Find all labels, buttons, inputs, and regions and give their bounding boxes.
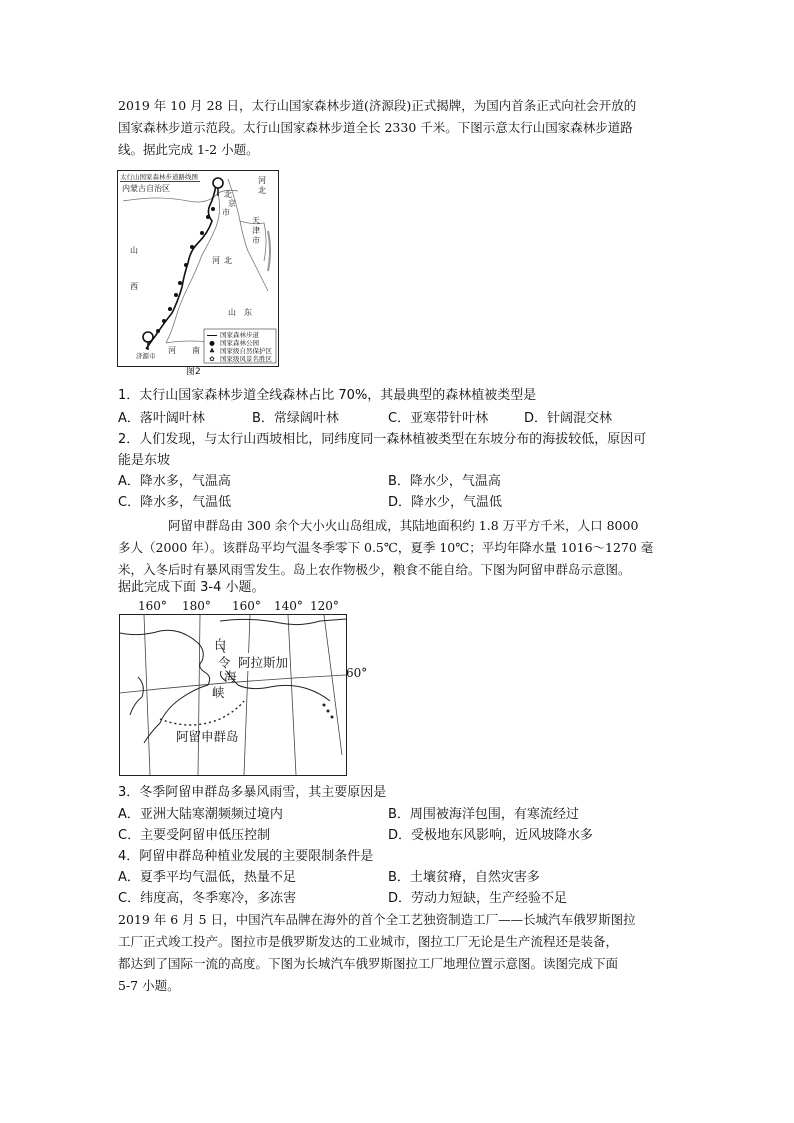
label-alaska: 阿拉斯加: [238, 655, 289, 670]
label-shanxi-2: 西: [130, 282, 138, 291]
label-shandong: 山 东: [228, 308, 252, 317]
label-bering-2: 令: [218, 655, 231, 670]
legend-item-trail: [207, 331, 272, 339]
label-bering-4: 峡: [212, 685, 225, 700]
passage-1-line-3: 线。据此完成 1-2 小题。: [118, 142, 259, 157]
q3-option-b[interactable]: B．周围被海洋包围，有寒流经过: [388, 807, 579, 822]
label-hebei-top-1: 河: [258, 176, 266, 185]
label-hebei-mid-1: 河: [212, 256, 220, 265]
q2-option-b[interactable]: B．降水少，气温高: [388, 474, 501, 489]
label-tianjin-2: 津: [252, 226, 260, 235]
q4-option-c[interactable]: C．纬度高，冬季寒冷，多冻害: [118, 891, 297, 906]
legend-item-scenic-area: [207, 355, 272, 363]
q1-option-a[interactable]: A．落叶阔叶林: [118, 411, 205, 426]
forest-park-icon: ●: [209, 339, 215, 347]
lon-label-180: 180°: [182, 599, 211, 613]
question-3-stem: 3．冬季阿留申群岛多暴风雨雪，其主要原因是: [118, 785, 387, 800]
scenic-area-icon: ✿: [209, 355, 215, 363]
trail-line-icon: [207, 335, 217, 336]
label-jiyuan: 济源市: [136, 352, 156, 360]
label-tianjin-3: 市: [252, 236, 260, 245]
passage-3-line-1: 2019 年 6 月 5 日，中国汽车品牌在海外的首个全工艺独资制造工厂——长城汽车俄罗斯图拉: [118, 912, 636, 927]
legend-label-trail: 国家森林步道: [220, 331, 259, 339]
label-bering-3: 海: [224, 669, 237, 684]
passage-2-line-2: 多人（2000 年）。该群岛平均气温冬季零下 0.5℃，夏季 10℃；平均年降水量 1016～1270 毫: [118, 540, 654, 555]
legend-item-nature-reserve: [207, 347, 272, 355]
question-4-stem: 4．阿留申群岛种植业发展的主要限制条件是: [118, 849, 374, 864]
taihang-trail-map: [117, 170, 279, 367]
passage-3-line-4: 5-7 小题。: [118, 978, 180, 993]
label-inner-mongolia: 内蒙古自治区: [122, 184, 170, 193]
aleutian-map-svg: [120, 615, 346, 775]
question-2-stem-line-1: 2．人们发现，与太行山西坡相比，同纬度同一森林植被类型在东坡分布的海拔较低，原因可: [118, 432, 647, 447]
trail-end-pin-icon: [143, 332, 153, 350]
q1-option-c[interactable]: C．亚寒带针叶林: [388, 411, 489, 426]
q1-option-d[interactable]: D．针阔混交林: [524, 411, 613, 426]
label-hebei-top-2: 北: [258, 186, 266, 195]
lon-label-160e: 160°: [232, 599, 261, 613]
label-bering-1: 白: [214, 637, 227, 652]
label-hebei-mid-2: 北: [224, 256, 232, 265]
lon-label-120: 120°: [310, 599, 339, 613]
passage-1-line-1: 2019 年 10 月 28 日，太行山国家森林步道(济源段)正式揭牌，为国内首条正式向社会开放的: [118, 98, 637, 113]
label-tianjin-1: 天: [252, 216, 260, 225]
q2-option-d[interactable]: D．降水少，气温低: [388, 495, 503, 510]
q4-option-b[interactable]: B．土壤贫瘠，自然灾害多: [388, 870, 540, 885]
lon-label-140: 140°: [274, 599, 303, 613]
passage-3-line-3: 都达到了国际一流的高度。下图为长城汽车俄罗斯图拉工厂地理位置示意图。读图完成下面: [118, 956, 619, 971]
label-beijing-2: 京: [228, 199, 236, 208]
legend-label-scenic-area: 国家级风景名胜区: [220, 355, 272, 363]
legend-label-nature-reserve: 国家级自然保护区: [220, 347, 272, 355]
question-1-stem: 1．太行山国家森林步道全线森林占比 70%，其最典型的森林植被类型是: [118, 388, 537, 403]
q3-option-d[interactable]: D．受极地东风影响，近风坡降水多: [388, 828, 594, 843]
q4-option-a[interactable]: A．夏季平均气温低，热量不足: [118, 870, 296, 885]
passage-2-line-4: 据此完成下面 3-4 小题。: [118, 580, 265, 595]
lat-label-60n: 60°: [346, 666, 368, 680]
lon-label-160w: 160°: [138, 599, 167, 613]
q3-option-a[interactable]: A．亚洲大陆寒潮频频过境内: [118, 807, 283, 822]
aleutian-islands-map: [119, 614, 347, 776]
label-beijing-3: 市: [222, 208, 230, 217]
passage-1-line-2: 国家森林步道示范段。太行山国家森林步道全长 2330 千米。下图示意太行山国家森林步道路: [118, 120, 633, 135]
q2-option-a[interactable]: A．降水多，气温高: [118, 474, 231, 489]
q4-option-d[interactable]: D．劳动力短缺，生产经验不足: [388, 891, 568, 906]
legend-label-forest-park: 国家森林公园: [220, 339, 259, 347]
passage-2-line-1: 阿留申群岛由 300 余个大小火山岛组成，其陆地面积约 1.8 万平方千米，人口 8000: [168, 518, 639, 533]
figure-1-caption: 图2: [186, 367, 201, 377]
q3-option-c[interactable]: C．主要受阿留申低压控制: [118, 828, 271, 843]
label-shanxi-1: 山: [130, 246, 138, 255]
map-title: 太行山国家森林步道路线图: [120, 173, 198, 181]
label-beijing-1: 北: [224, 190, 232, 199]
passage-2-line-3: 米，入冬后时有暴风雨雪发生。岛上农作物极少，粮食不能自给。下图为阿留申群岛示意图。: [118, 562, 631, 577]
label-aleutian-islands: 阿留申群岛: [176, 729, 239, 744]
q1-option-b[interactable]: B．常绿阔叶林: [252, 411, 339, 426]
label-henan: 河 南: [168, 346, 200, 355]
nature-reserve-icon: ♣: [209, 347, 215, 355]
q2-option-c[interactable]: C．降水多，气温低: [118, 495, 232, 510]
question-2-stem-line-2: 能是东坡: [118, 453, 171, 468]
passage-3-line-2: 工厂正式竣工投产。图拉市是俄罗斯发达的工业城市，图拉工厂无论是生产流程还是装备，: [118, 934, 619, 949]
legend-item-forest-park: [207, 339, 272, 347]
map-legend: [207, 331, 272, 363]
